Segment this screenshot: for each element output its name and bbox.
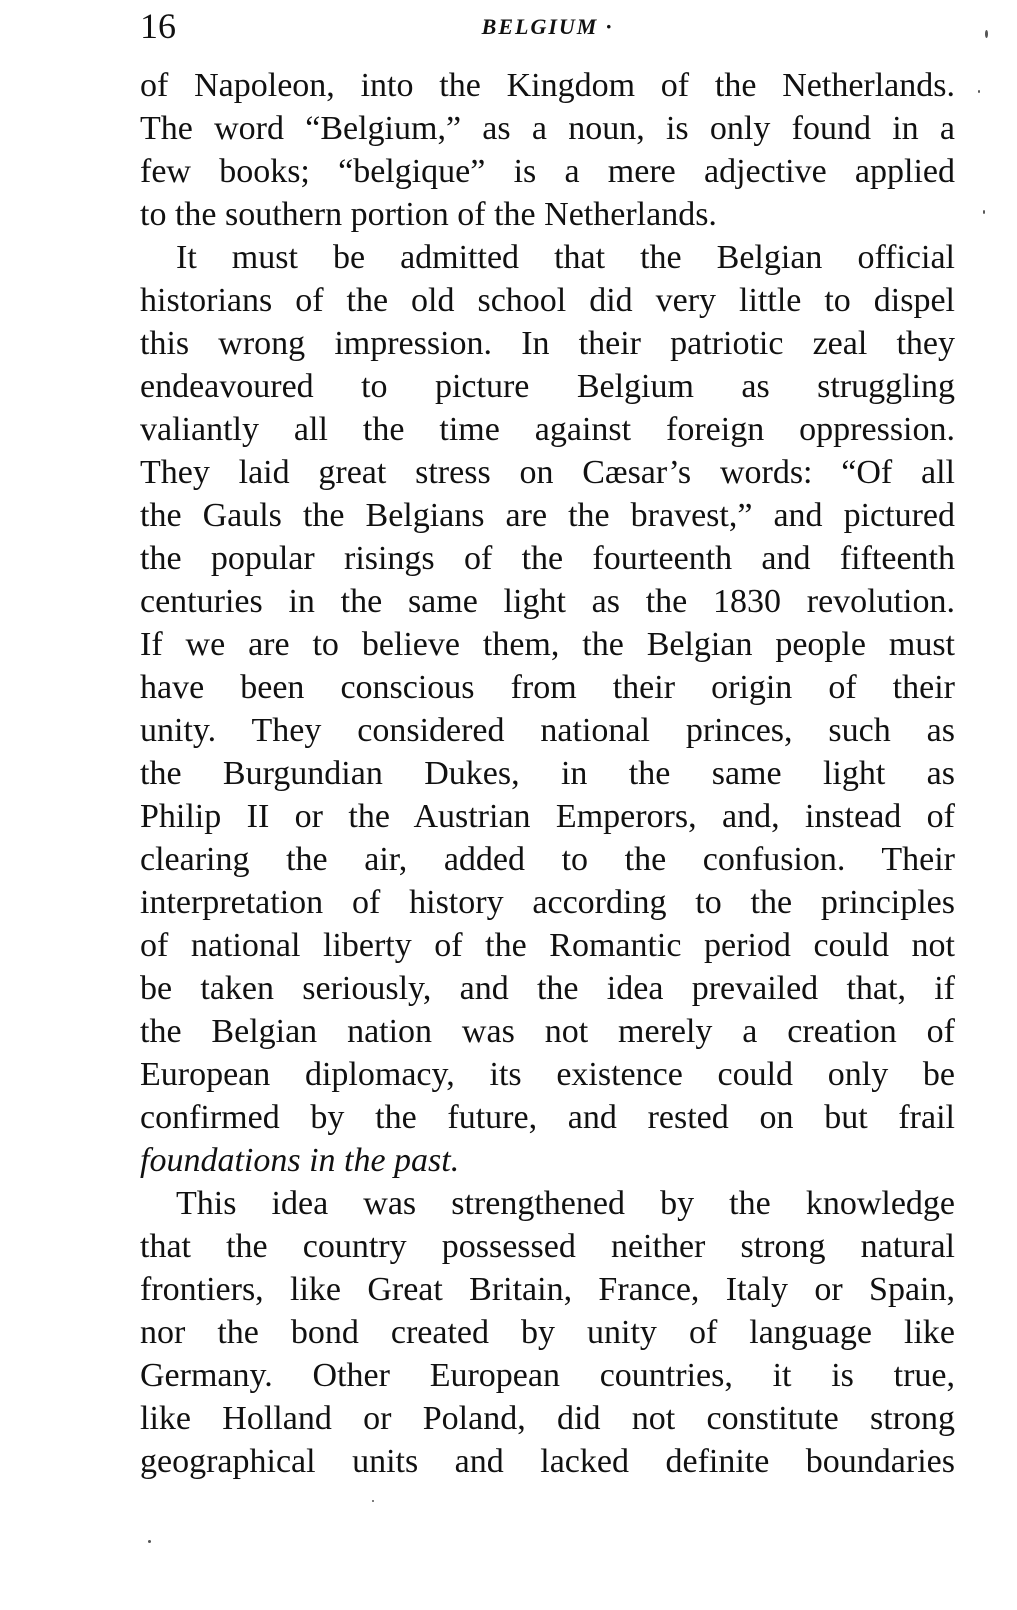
text-line: They laid great stress on Cæsar’s words: “Of all (140, 454, 955, 491)
text-line: European diplomacy, its existence could only be (140, 1056, 955, 1093)
text-line: confirmed by the future, and rested on but frail (140, 1099, 955, 1136)
text-line: This idea was strengthened by the knowledge (176, 1185, 955, 1222)
text-line: Germany. Other European countries, it is true, (140, 1357, 955, 1394)
text-line: few books; “belgique” is a mere adjective applied (140, 153, 955, 190)
text-line: the Gauls the Belgians are the bravest,” and pictured (140, 497, 955, 534)
text-line: clearing the air, added to the confusion. Their (140, 841, 955, 878)
scan-speck (148, 1540, 151, 1543)
page-header (140, 2, 955, 58)
scan-speck (372, 1500, 374, 1502)
text-line: the popular risings of the fourteenth and fifteenth (140, 540, 955, 577)
text-line: historians of the old school did very little to dispel (140, 282, 955, 319)
text-line: the Belgian nation was not merely a creation of (140, 1013, 955, 1050)
text-line: of Napoleon, into the Kingdom of the Netherlands. (140, 67, 955, 104)
text-line: be taken seriously, and the idea prevailed that, if (140, 970, 955, 1007)
text-line: geographical units and lacked definite boundaries (140, 1443, 955, 1480)
text-line: centuries in the same light as the 1830 revolution. (140, 583, 955, 620)
scan-speck (985, 30, 988, 38)
scan-speck (978, 90, 980, 93)
text-line: have been conscious from their origin of their (140, 669, 955, 706)
text-line: the Burgundian Dukes, in the same light as (140, 755, 955, 792)
text-line: frontiers, like Great Britain, France, Italy or Spain, (140, 1271, 955, 1308)
body-text (140, 64, 955, 1483)
text-line: to the southern portion of the Netherlands. (140, 196, 717, 233)
text-line: valiantly all the time against foreign oppression. (140, 411, 955, 448)
text-line: interpretation of history according to the principles (140, 884, 955, 921)
scan-speck (983, 210, 985, 214)
text-line: nor the bond created by unity of language like (140, 1314, 955, 1351)
text-line: that the country possessed neither strong natural (140, 1228, 955, 1265)
text-line: this wrong impression. In their patriotic zeal they (140, 325, 955, 362)
text-line: Philip II or the Austrian Emperors, and, instead of (140, 798, 955, 835)
text-line: unity. They considered national princes, such as (140, 712, 955, 749)
page-number: 16 (140, 6, 176, 46)
text-line: of national liberty of the Romantic period could not (140, 927, 955, 964)
text-line: like Holland or Poland, did not constitute strong (140, 1400, 955, 1437)
text-line: The word “Belgium,” as a noun, is only found in a (140, 110, 955, 147)
running-title: BELGIUM · (481, 14, 614, 39)
text-line: If we are to believe them, the Belgian people must (140, 626, 955, 663)
text-line: foundations in the past. (140, 1142, 460, 1179)
text-line: endeavoured to picture Belgium as struggling (140, 368, 955, 405)
text-line: It must be admitted that the Belgian official (176, 239, 955, 276)
